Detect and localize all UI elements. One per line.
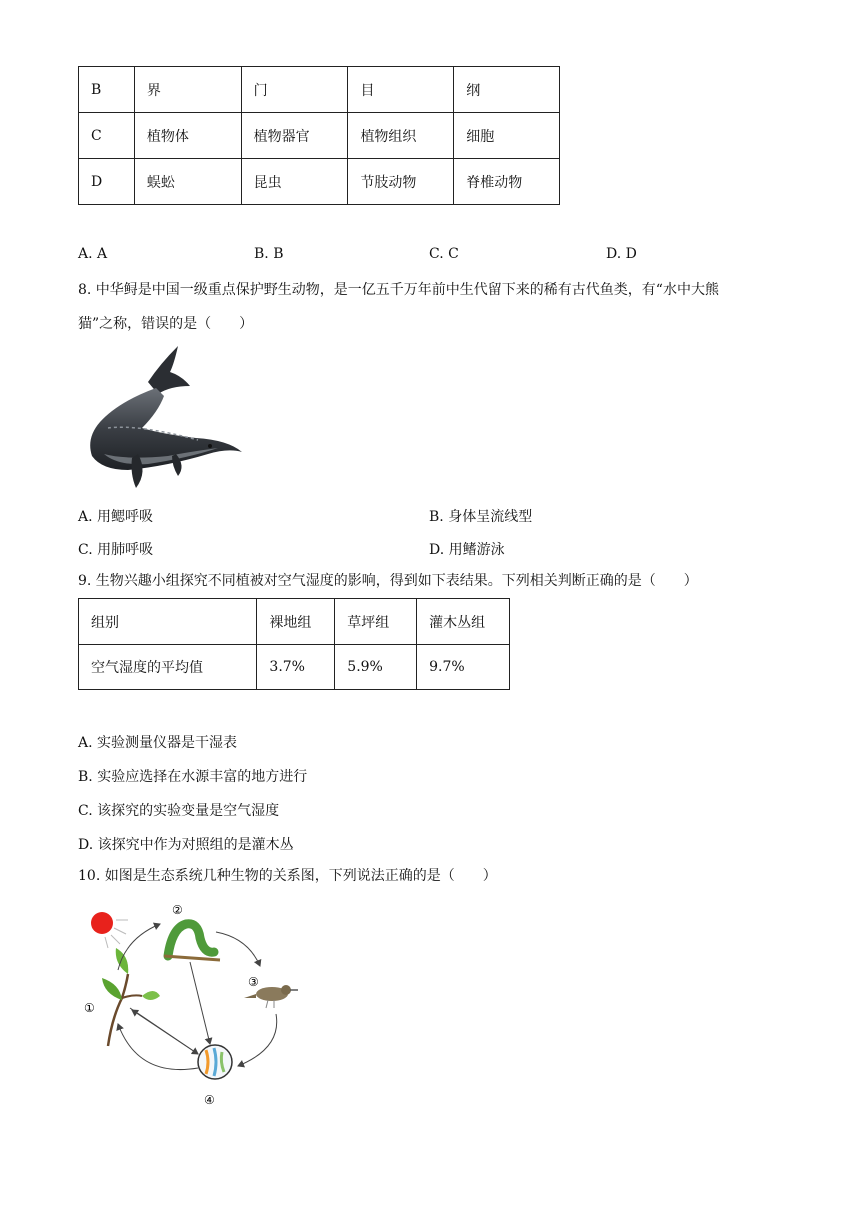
q9-table: [78, 598, 510, 690]
q8-stem-line2: 猫”之称，错误的是（ ）: [78, 316, 254, 332]
sun-icon: [91, 912, 128, 948]
table-cell: 目: [348, 67, 454, 113]
table-row: [79, 645, 510, 690]
table-header-cell: 组别: [79, 599, 257, 645]
plant-icon: [102, 948, 160, 1046]
table-cell: 细胞: [454, 113, 560, 159]
table-cell: 植物体: [134, 113, 241, 159]
table-cell: 蜈蚣: [134, 159, 241, 205]
table-cell: 植物器官: [241, 113, 348, 159]
q9-option-b[interactable]: B. 实验应选择在水源丰富的地方进行: [78, 769, 308, 785]
q8-option-a[interactable]: A. 用鳃呼吸: [78, 509, 154, 525]
table-cell: 3.7%: [257, 645, 335, 690]
label-4: ④: [204, 1093, 215, 1107]
table-header-row: [79, 599, 510, 645]
table-cell: 昆虫: [241, 159, 348, 205]
table-cell: 界: [134, 67, 241, 113]
caterpillar-icon: [164, 924, 220, 960]
table-cell: 节肢动物: [348, 159, 454, 205]
table-cell: 脊椎动物: [454, 159, 560, 205]
q7-table: [78, 66, 560, 205]
q8-option-d[interactable]: D. 用鳍游泳: [429, 542, 505, 558]
table-cell: 植物组织: [348, 113, 454, 159]
q7-option-d[interactable]: D. D: [606, 246, 637, 262]
decomposer-icon: [198, 1045, 232, 1079]
table-header-cell: 裸地组: [257, 599, 335, 645]
table-cell: 5.9%: [335, 645, 417, 690]
q9-option-d[interactable]: D. 该探究中作为对照组的是灌木丛: [78, 837, 294, 853]
q7-option-c[interactable]: C. C: [429, 246, 459, 262]
table-cell: D: [79, 159, 135, 205]
table-cell: 空气湿度的平均值: [79, 645, 257, 690]
label-3: ③: [248, 975, 259, 989]
table-cell: B: [79, 67, 135, 113]
q9-option-a[interactable]: A. 实验测量仪器是干湿表: [78, 735, 238, 751]
ecosystem-diagram: [78, 898, 308, 1112]
q7-option-b[interactable]: B. B: [254, 246, 284, 262]
q8-option-b[interactable]: B. 身体呈流线型: [429, 509, 533, 525]
table-row: [79, 159, 560, 205]
q9-stem: 9. 生物兴趣小组探究不同植被对空气湿度的影响，得到如下表结果。下列相关判断正确的是（ ）: [78, 573, 698, 589]
q8-option-c[interactable]: C. 用肺呼吸: [78, 542, 154, 558]
table-row: [79, 67, 560, 113]
table-cell: C: [79, 113, 135, 159]
table-row: [79, 113, 560, 159]
table-cell: 门: [241, 67, 348, 113]
table-cell: 纲: [454, 67, 560, 113]
q8-stem-line1: 8. 中华鲟是中国一级重点保护野生动物，是一亿五千万年前中生代留下来的稀有古代鱼类，有“水中大熊: [78, 282, 719, 298]
table-header-cell: 草坪组: [335, 599, 417, 645]
q9-option-c[interactable]: C. 该探究的实验变量是空气湿度: [78, 803, 280, 819]
table-header-cell: 灌木丛组: [417, 599, 510, 645]
label-1: ①: [84, 1001, 95, 1015]
q10-stem: 10. 如图是生态系统几种生物的关系图，下列说法正确的是（ ）: [78, 868, 497, 884]
sturgeon-image: [78, 342, 248, 492]
table-cell: 9.7%: [417, 645, 510, 690]
label-2: ②: [172, 903, 183, 917]
q7-option-a[interactable]: A. A: [78, 246, 108, 262]
